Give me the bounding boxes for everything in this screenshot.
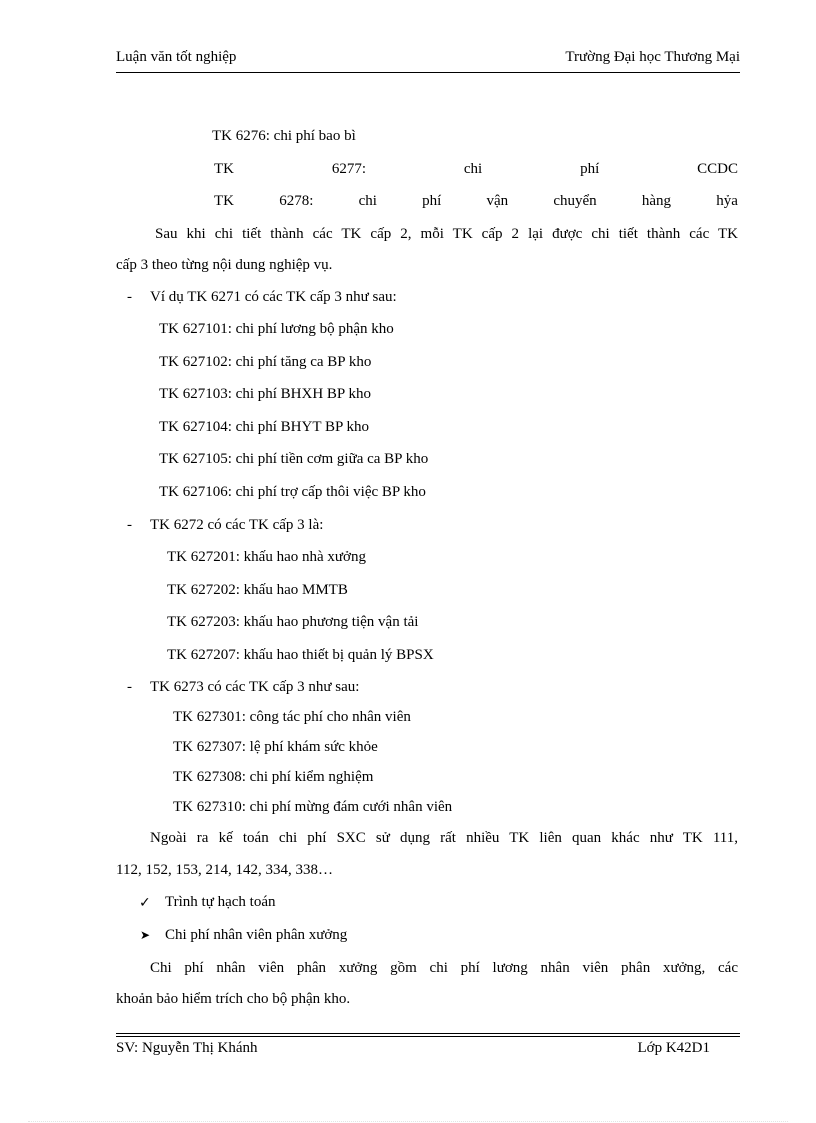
- body-line-6277: TK 6277: chi phí CCDC: [214, 161, 738, 177]
- body-line-6276: TK 6276: chi phí bao bì: [212, 128, 356, 144]
- paragraph-1-line-2: cấp 3 theo từng nội dung nghiệp vụ.: [116, 257, 333, 273]
- bullet-dash: -: [127, 289, 132, 305]
- paragraph-3-line-1: Chi phí nhân viên phân xưởng gồm chi phí lương nhân viên phân xưởng, các: [150, 960, 738, 976]
- bullet-dash: -: [127, 517, 132, 533]
- list-item: TK 627201: khấu hao nhà xưởng: [167, 549, 366, 565]
- header-rule: [116, 72, 740, 73]
- bullet-6271: Ví dụ TK 6271 có các TK cấp 3 như sau:: [150, 289, 397, 305]
- arrowhead-icon: ➤: [140, 928, 151, 942]
- list-item: TK 627301: công tác phí cho nhân viên: [173, 709, 411, 725]
- list-item: TK 627101: chi phí lương bộ phận kho: [159, 321, 394, 337]
- page-edge: [28, 1121, 788, 1122]
- footer-rule: [116, 1033, 740, 1034]
- paragraph-3-line-2: khoản bảo hiểm trích cho bộ phận kho.: [116, 991, 351, 1007]
- header-right: Trường Đại học Thương Mại: [565, 49, 740, 65]
- footer-rule: [116, 1036, 740, 1037]
- check-mark-icon: ✓: [139, 895, 151, 911]
- list-item: TK 627102: chi phí tăng ca BP kho: [159, 354, 372, 370]
- paragraph-1-line-1: Sau khi chi tiết thành các TK cấp 2, mỗi TK cấp 2 lại được chi tiết thành các TK: [155, 226, 738, 242]
- list-item: TK 627106: chi phí trợ cấp thôi việc BP kho: [159, 484, 426, 500]
- list-item: TK 627307: lệ phí khám sức khỏe: [173, 739, 378, 755]
- list-item: TK 627202: khấu hao MMTB: [167, 582, 348, 598]
- body-line-6278: TK 6278: chi phí vận chuyển hàng hỷa: [214, 193, 738, 209]
- footer-left: SV: Nguyễn Thị Khánh: [116, 1040, 258, 1056]
- paragraph-2-line-2: 112, 152, 153, 214, 142, 334, 338…: [116, 862, 333, 878]
- bullet-dash: -: [127, 679, 132, 695]
- paragraph-2-line-1: Ngoài ra kế toán chi phí SXC sử dụng rất nhiều TK liên quan khác như TK 111,: [150, 830, 738, 846]
- list-item: TK 627105: chi phí tiền cơm giữa ca BP kho: [159, 451, 429, 467]
- check-item: Trình tự hạch toán: [165, 894, 276, 910]
- header-left: Luận văn tốt nghiệp: [116, 49, 237, 65]
- bullet-6272: TK 6272 có các TK cấp 3 là:: [150, 517, 324, 533]
- list-item: TK 627310: chi phí mừng đám cưới nhân viên: [173, 799, 453, 815]
- list-item: TK 627207: khấu hao thiết bị quản lý BPSX: [167, 647, 434, 663]
- list-item: TK 627203: khấu hao phương tiện vận tải: [167, 614, 419, 630]
- list-item: TK 627104: chi phí BHYT BP kho: [159, 419, 370, 435]
- list-item: TK 627308: chi phí kiểm nghiệm: [173, 769, 374, 785]
- list-item: TK 627103: chi phí BHXH BP kho: [159, 386, 371, 402]
- footer-right: Lớp K42D1: [637, 1040, 710, 1056]
- arrow-item: Chi phí nhân viên phân xưởng: [165, 927, 348, 943]
- bullet-6273: TK 6273 có các TK cấp 3 như sau:: [150, 679, 360, 695]
